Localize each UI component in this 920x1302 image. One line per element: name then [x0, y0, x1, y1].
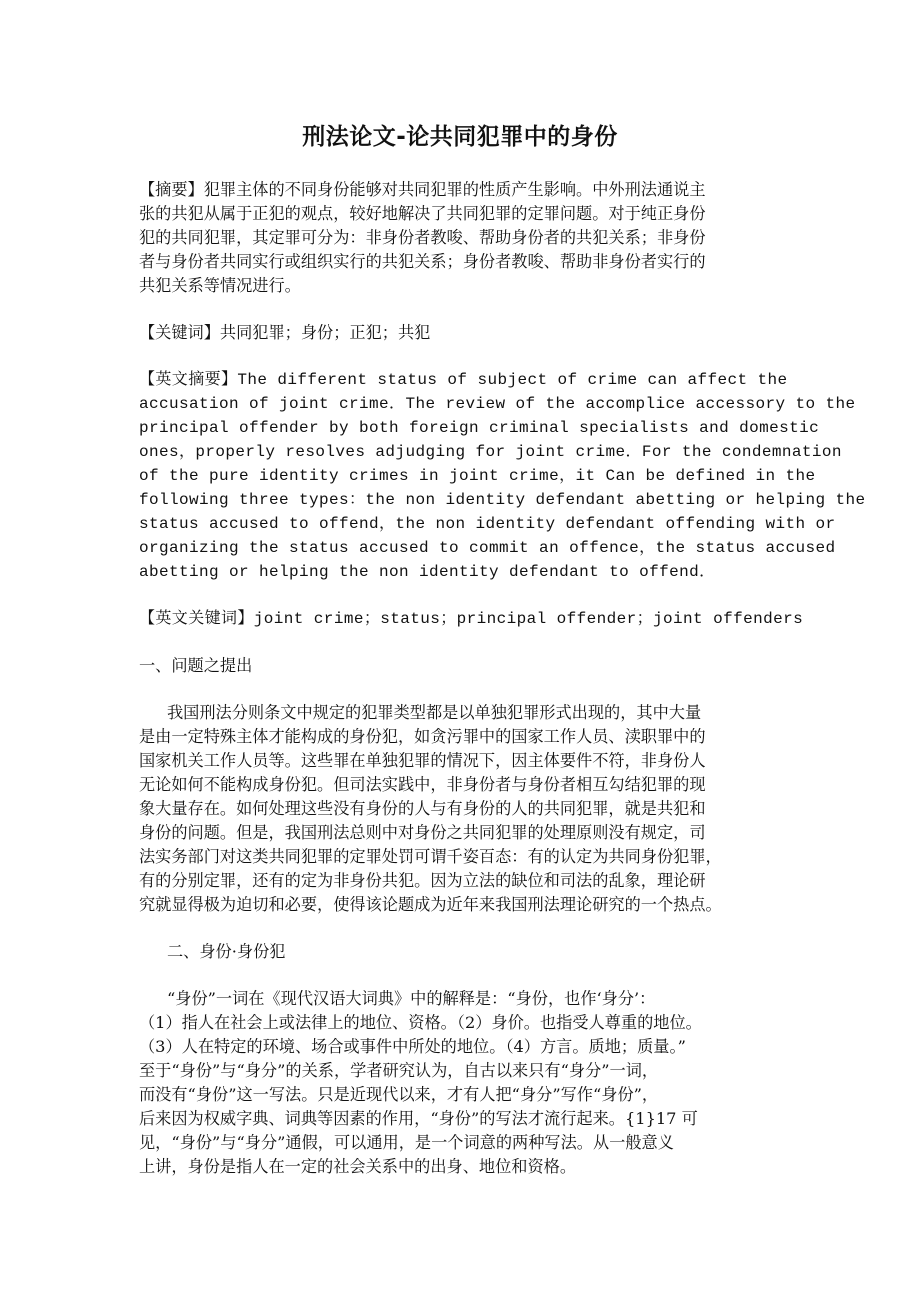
abstract-line: 共犯关系等情况进行。 [139, 276, 301, 295]
section-1-heading-block [139, 654, 819, 678]
english-abstract-line: abetting or helping the non identity defendant to offend． [139, 563, 716, 581]
section-1-line: 国家机关工作人员等。这些罪在单独犯罪的情况下，因主体要件不符，非身份人 [139, 751, 706, 770]
section-1-line: 法实务部门对这类共同犯罪的定罪处罚可谓千姿百态：有的认定为共同身份犯罪， [139, 847, 722, 866]
keywords-line: 【关键词】共同犯罪；身份；正犯；共犯 [139, 323, 431, 342]
abstract-line: 犯的共同犯罪，其定罪可分为：非身份者教唆、帮助身份者的共犯关系；非身份 [139, 228, 706, 247]
section-2-line: 后来因为权威字典、词典等因素的作用，“身份”的写法才流行起来。{1}17 可 [139, 1109, 698, 1128]
section-1-line: 身份的问题。但是，我国刑法总则中对身份之共同犯罪的处理原则没有规定，司 [139, 823, 706, 842]
section-2-line: 而没有“身份”这一写法。只是近现代以来，才有人把“身分”写作“身份”， [139, 1085, 659, 1104]
section-2-heading-block [139, 940, 819, 964]
section-1-line: 有的分别定罪，还有的定为非身份共犯。因为立法的缺位和司法的乱象，理论研 [139, 871, 706, 890]
section-1-line: 象大量存在。如何处理这些没有身份的人与有身份的人的共同犯罪，就是共犯和 [139, 799, 706, 818]
section-2-line: “身份”一词在《现代汉语大词典》中的解释是：“身份，也作‘身分’： [167, 989, 656, 1008]
abstract-line: 【摘要】犯罪主体的不同身份能够对共同犯罪的性质产生影响。中外刑法通说主 [139, 180, 706, 199]
english-abstract-line: status accused to offend，the non identity defendant offending with or [139, 515, 836, 533]
keywords-paragraph [139, 321, 819, 345]
section-1-line: 我国刑法分则条文中规定的犯罪类型都是以单独犯罪形式出现的，其中大量 [167, 703, 702, 722]
section-2-line: 见，“身份”与“身分”通假，可以通用，是一个词意的两种写法。从一般意义 [139, 1133, 674, 1152]
document-title: 刑法论文-论共同犯罪中的身份 [302, 124, 618, 150]
english-keywords-line: 【英文关键词】joint crime；status；principal offender；joint offenders [139, 610, 804, 628]
section-1-line: 究就显得极为迫切和必要，使得该论题成为近年来我国刑法理论研究的一个热点。 [139, 895, 722, 914]
section-2-line: （1）指人在社会上或法律上的地位、资格。（2）身价。也指受人尊重的地位。 [139, 1013, 702, 1032]
english-abstract-line: of the pure identity crimes in joint crime，it Can be defined in the [139, 467, 816, 485]
section-1-paragraph [139, 701, 819, 917]
section-1-line: 无论如何不能构成身份犯。但司法实践中，非身份者与身份者相互勾结犯罪的现 [139, 775, 706, 794]
english-keywords-paragraph [139, 607, 819, 631]
section-2-paragraph [139, 987, 819, 1179]
english-abstract-line: 【英文摘要】The different status of subject of crime can affect the [139, 371, 788, 389]
abstract-line: 张的共犯从属于正犯的观点，较好地解决了共同犯罪的定罪问题。对于纯正身份 [139, 204, 706, 223]
section-2-line: 至于“身份”与“身分”的关系，学者研究认为，自古以来只有“身分”一词， [139, 1061, 659, 1080]
abstract-line: 者与身份者共同实行或组织实行的共犯关系；身份者教唆、帮助非身份者实行的 [139, 252, 706, 271]
english-abstract-line: accusation of joint crime．The review of the accomplice accessory to the [139, 395, 856, 413]
section-1-heading: 一、问题之提出 [139, 656, 253, 675]
section-2-heading: 二、身份·身份犯 [167, 942, 286, 961]
abstract-paragraph [139, 178, 819, 298]
english-abstract-line: principal offender by both foreign criminal specialists and domestic [139, 419, 820, 437]
english-abstract-line: organizing the status accused to commit an offence，the status accused [139, 539, 836, 557]
english-abstract-paragraph [139, 368, 866, 584]
section-2-line: 上讲，身份是指人在一定的社会关系中的出身、地位和资格。 [139, 1157, 577, 1176]
english-abstract-line: following three types：the non identity defendant abetting or helping the [139, 491, 866, 509]
section-2-line: （3）人在特定的环境、场合或事件中所处的地位。（4）方言。质地；质量。” [139, 1037, 686, 1056]
english-abstract-line: ones，properly resolves adjudging for joint crime．For the condemnation [139, 443, 842, 461]
section-1-line: 是由一定特殊主体才能构成的身份犯，如贪污罪中的国家工作人员、渎职罪中的 [139, 727, 706, 746]
